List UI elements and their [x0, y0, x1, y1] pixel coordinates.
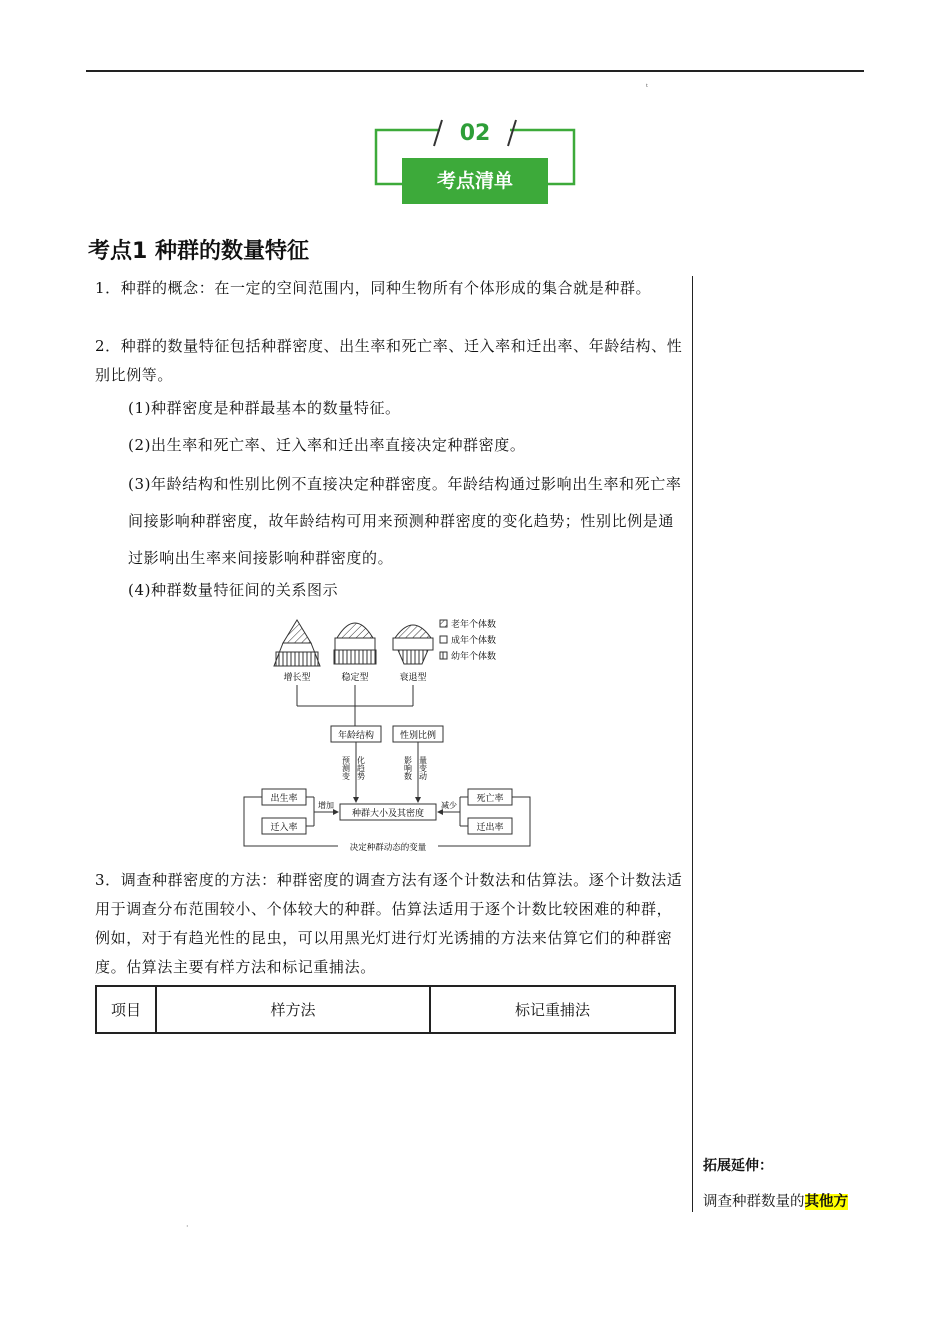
paragraph-3: (1)种群密度是种群最基本的数量特征。	[128, 399, 401, 417]
death-rate-label: 死亡率	[476, 794, 504, 804]
section-badge	[370, 118, 580, 213]
predict-label-2: 化趋势	[356, 756, 366, 780]
table-row	[96, 986, 675, 1033]
emigration-label: 迁出率	[476, 823, 504, 833]
stable-label: 稳定型	[341, 673, 369, 683]
growth-pyramid-icon	[274, 620, 320, 666]
legend-adult: 成年个体数	[451, 636, 497, 646]
methods-table	[95, 985, 676, 1034]
legend-adult-swatch	[440, 636, 447, 643]
sidebar-text-plain: 调查种群数量的	[703, 1194, 805, 1210]
sidebar-text	[703, 1190, 848, 1211]
affect-label-2: 量变动	[418, 756, 428, 780]
legend-young: 幼年个体数	[451, 652, 497, 662]
paragraph-5-rest: 年龄结构通过影响出生率和死亡率间接影响种群密度，故年龄结构可用来预测种群密度的变化趋势；性别比例是通过影响出生率来间接影响种群密度的。	[128, 475, 682, 567]
section-title: 考点1 种群的数量特征	[88, 239, 309, 264]
column-divider	[692, 276, 693, 1212]
sidebar-title: 拓展延伸：	[703, 1158, 773, 1174]
paragraph-1: 1．种群的概念：在一定的空间范围内，同种生物所有个体形成的集合就是种群。	[95, 279, 652, 297]
header-tick: ₜ	[646, 80, 648, 89]
badge-number: 02	[459, 121, 491, 146]
paragraph-2: 2．种群的数量特征包括种群密度、出生率和死亡率、迁入率和迁出率、年龄结构、性别比例等。	[95, 337, 683, 384]
affect-label-1: 影响数	[403, 756, 413, 780]
declining-pyramid-icon	[393, 625, 433, 664]
table-header-quadrat: 样方法	[156, 986, 430, 1033]
header-rule	[86, 70, 864, 72]
legend-old: 老年个体数	[451, 620, 497, 630]
paragraph-5-lead: (3)年龄结构和性别比例不直接决定种群密度。	[128, 475, 448, 493]
footer-dot: ·	[186, 1222, 189, 1231]
center-label: 种群大小及其密度	[351, 809, 425, 819]
paragraph-5	[128, 466, 685, 577]
sex-ratio-label: 性别比例	[399, 731, 437, 741]
declining-label: 衰退型	[399, 673, 427, 683]
decrease-label: 减少	[441, 801, 457, 810]
right-connectors	[460, 797, 468, 826]
bottom-label: 决定种群动态的变量	[349, 843, 427, 853]
paragraph-4: (2)出生率和死亡率、迁入率和迁出率直接决定种群密度。	[128, 436, 526, 454]
sidebar-text-highlight: 其他方	[804, 1194, 848, 1210]
paragraph-6: (4)种群数量特征间的关系图示	[128, 581, 339, 599]
birth-rate-label: 出生率	[270, 794, 298, 804]
table-header-mark-recapture: 标记重捕法	[430, 986, 675, 1033]
paragraph-7: 3．调查种群密度的方法：种群密度的调查方法有逐个计数法和估算法。逐个计数法适用于调查分布范围较小、个体较大的种群。估算法适用于逐个计数比较困难的种群，例如，对于有趋光性的昆虫，可以用黑光灯进行灯光诱捕的方法来估算它们的种群密度。估算法主要有样方法和标记重捕法。	[95, 871, 683, 976]
stable-pyramid-icon	[334, 623, 376, 664]
legend-old-swatch	[440, 620, 447, 627]
population-relationship-diagram	[230, 608, 550, 860]
legend-young-swatch	[440, 652, 447, 659]
table-header-item: 项目	[96, 986, 156, 1033]
badge-label: 考点清单	[402, 158, 548, 204]
predict-label-1: 预测变	[341, 756, 351, 780]
age-structure-label: 年龄结构	[337, 731, 375, 741]
growth-label: 增长型	[283, 673, 311, 683]
immigration-label: 迁入率	[270, 823, 298, 833]
left-connectors	[306, 797, 314, 826]
increase-label: 增加	[318, 801, 334, 810]
pyramid-connectors	[297, 685, 413, 726]
